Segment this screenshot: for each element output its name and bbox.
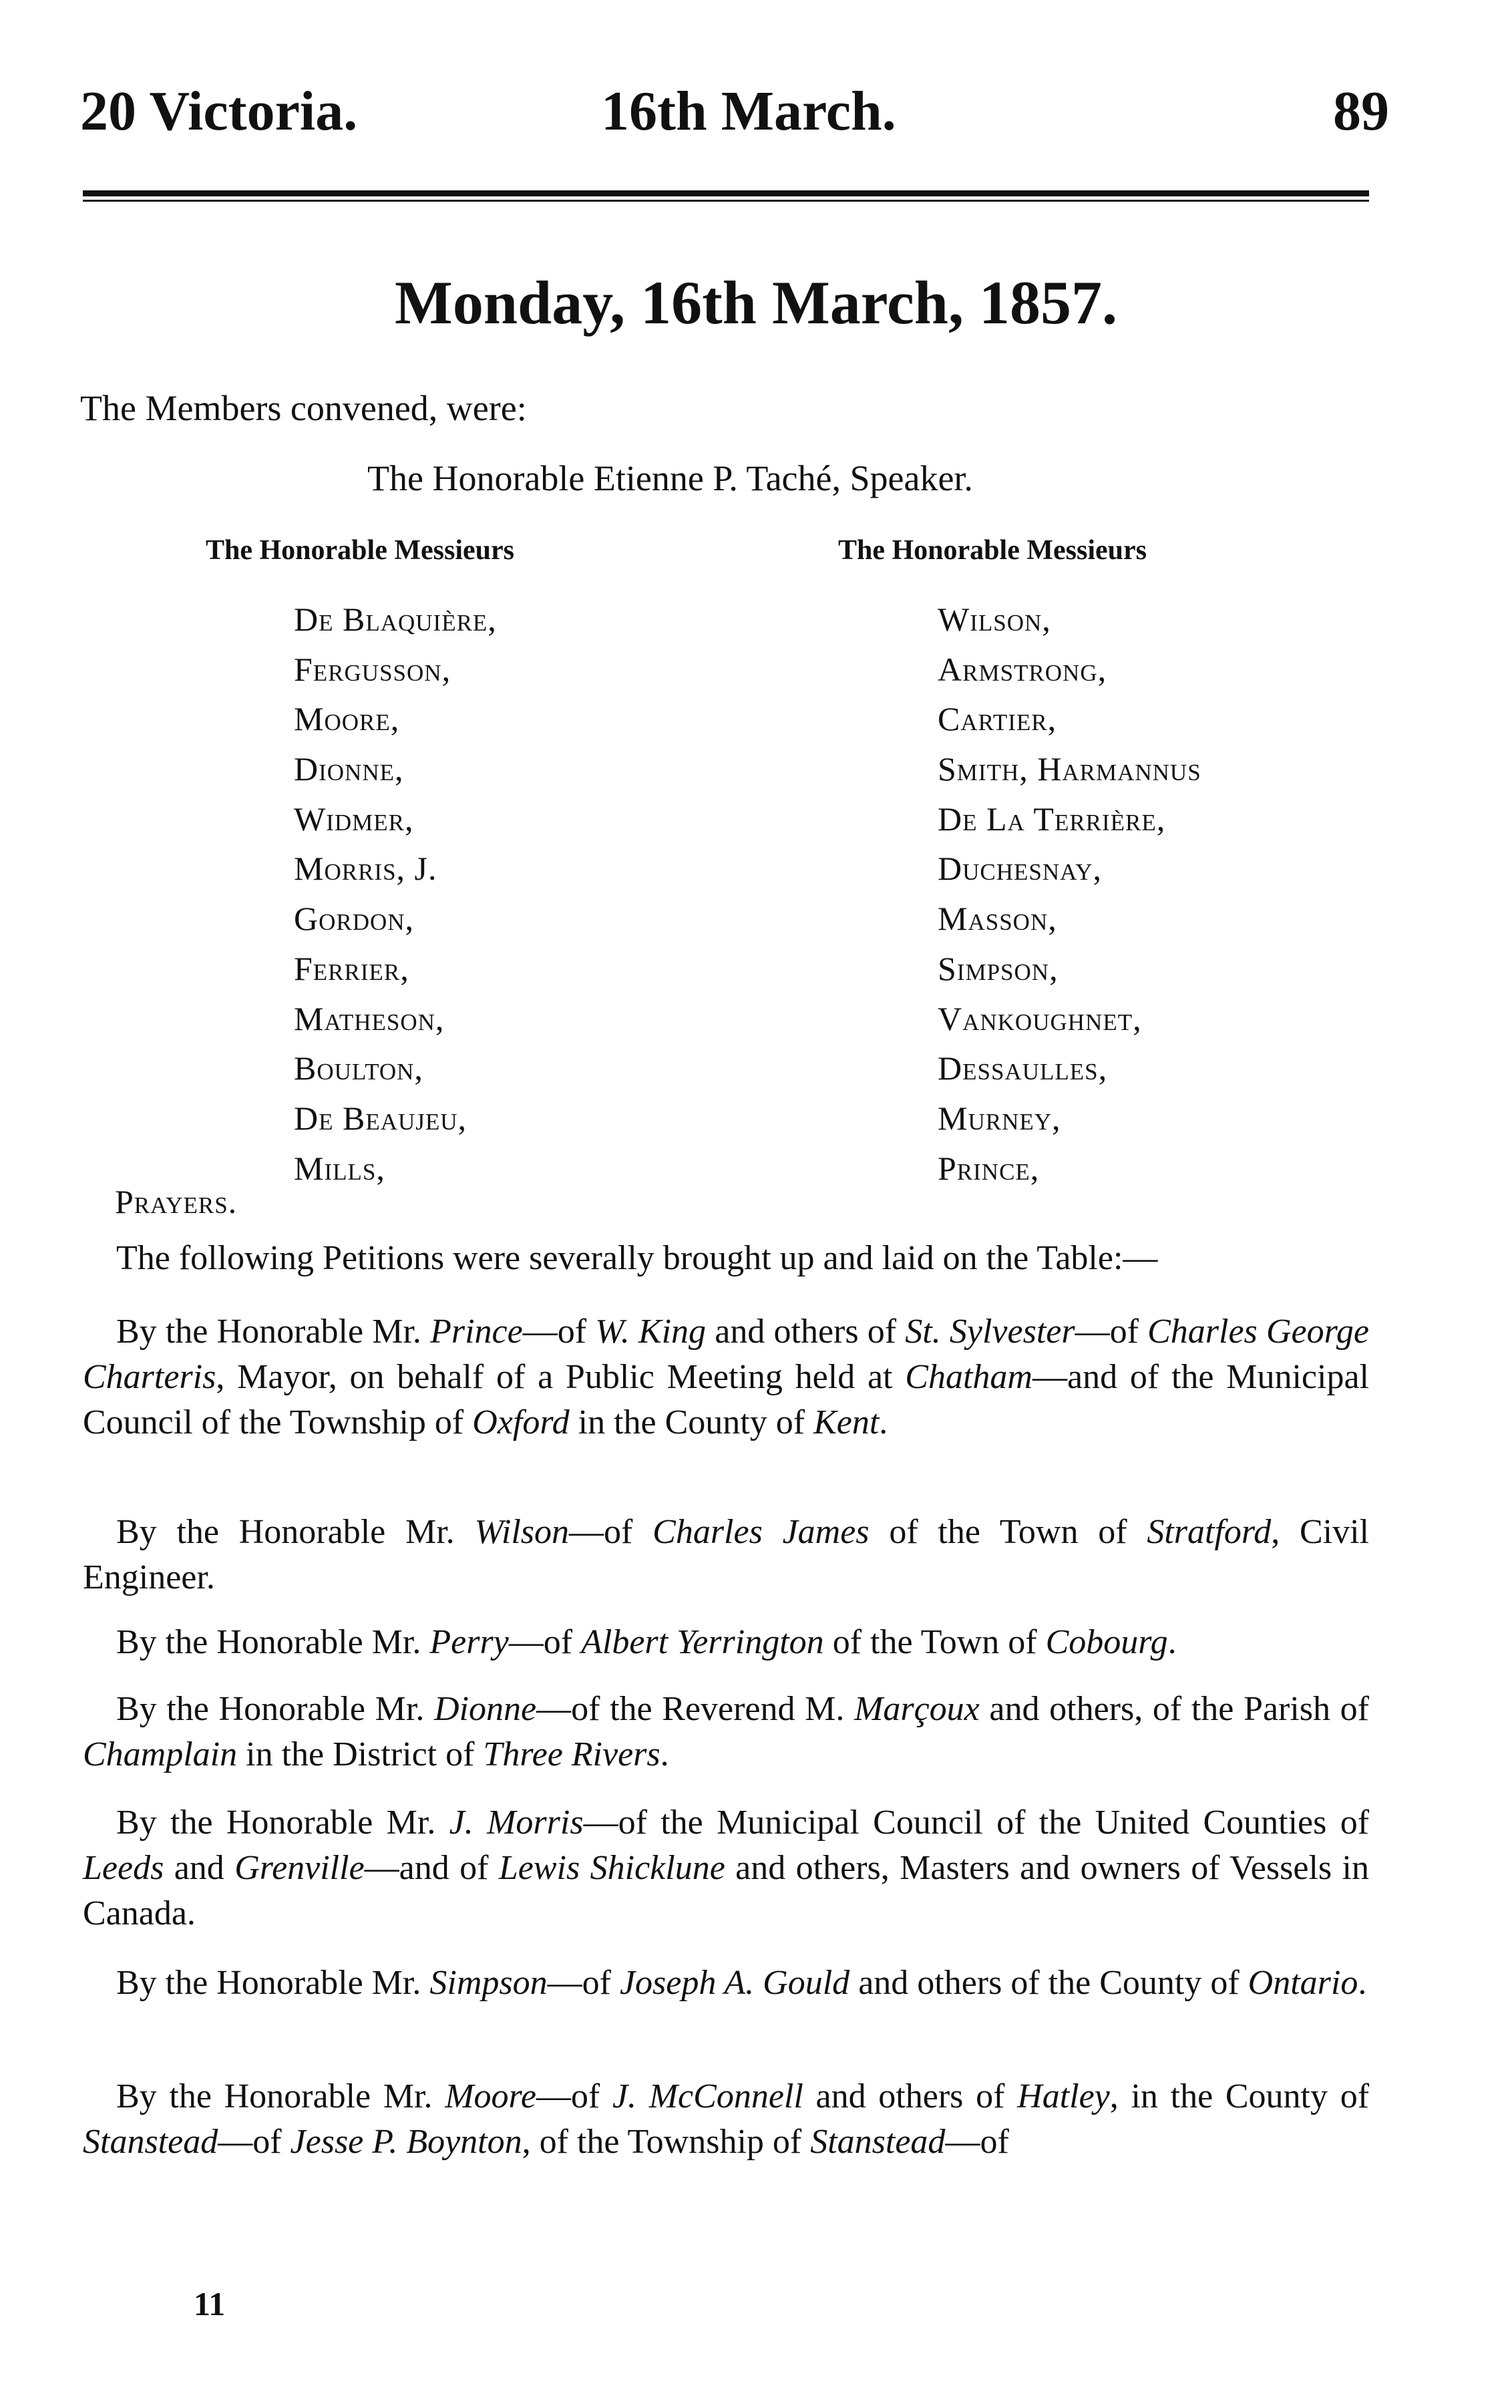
member-name: Murney, [938, 1099, 1061, 1137]
petitioner-name: Marçoux [854, 1690, 980, 1728]
petition-lead: By the Honorable Mr. [116, 1803, 449, 1842]
petition-text-run: , in the County of [1109, 2077, 1370, 2115]
petition-text-run: —and of [364, 1849, 499, 1887]
petition-text-run: . [660, 1735, 669, 1773]
petition-paragraph [83, 1687, 1369, 1777]
member-name: Cartier, [938, 700, 1057, 738]
petition-text-run: —of [1075, 1313, 1148, 1351]
petition-text [83, 1960, 1369, 2006]
place-name: Stratford [1147, 1513, 1272, 1551]
petitioner-name: Albert Yerrington [581, 1623, 824, 1661]
left-members-list [294, 594, 497, 1193]
member-name: Gordon, [294, 900, 415, 938]
petition-text-run: —of [508, 1623, 582, 1661]
petition-text-run: of the Town of [823, 1623, 1046, 1661]
petition-text-run: —of [569, 1513, 653, 1551]
petition-text-run: —of the Reverend M. [536, 1690, 855, 1728]
header-rule-thin [83, 200, 1369, 202]
place-name: Cobourg [1045, 1623, 1168, 1661]
petition-text-run: and others of the County of [849, 1964, 1248, 2002]
petition-text-run: . [1167, 1623, 1177, 1661]
petition-paragraph [83, 1620, 1369, 1665]
petition-text-run: —of [945, 2123, 1009, 2161]
petition-text-run: in the District of [237, 1735, 484, 1773]
page-title: Monday, 16th March, 1857. [395, 269, 1117, 337]
petition-member: Prince [430, 1313, 523, 1351]
place-name: Oxford [472, 1403, 570, 1441]
member-name: De Beaujeu, [294, 1099, 467, 1137]
place-name: Ontario [1248, 1964, 1358, 2002]
petition-text-run: —and of the Municipal Council of the Township of [83, 1358, 1369, 1441]
member-name: Vankoughnet, [938, 999, 1142, 1037]
member-name: Ferrier, [294, 949, 409, 987]
petition-text-run: of the Town of [869, 1513, 1147, 1551]
member-name: Smith, Harmannus [938, 750, 1201, 788]
petition-text-run: and others, Masters and owners of Vessels in Canada. [83, 1849, 1369, 1932]
prayers-heading: Prayers. [115, 1183, 238, 1220]
member-name: Widmer, [294, 800, 414, 838]
running-header [80, 79, 1389, 146]
petition-member: Moore [445, 2077, 536, 2115]
petitioner-name: W. King [595, 1313, 707, 1351]
petition-paragraph [83, 1960, 1369, 2006]
petition-text-run: , of the Township of [522, 2123, 811, 2161]
header-regnal-year: 20 Victoria. [80, 80, 358, 142]
petitioner-name: Charles James [652, 1513, 870, 1551]
petition-lead: By the Honorable Mr. [116, 1623, 430, 1661]
member-name: Prince, [938, 1149, 1040, 1187]
petitioner-name: Charles George Charteris [83, 1313, 1369, 1396]
petition-text-run: . [879, 1403, 888, 1441]
place-name: St. Sylvester [905, 1313, 1075, 1351]
place-name: Grenville [234, 1849, 365, 1887]
petition-text [83, 1620, 1369, 1665]
petition-text-run: and others, of the Parish of [979, 1690, 1369, 1728]
petition-text-run: —of [522, 1313, 596, 1351]
member-name: Wilson, [938, 600, 1051, 638]
place-name: Stanstead [83, 2123, 218, 2161]
petitioner-name: J. McConnell [612, 2077, 803, 2115]
petition-text-run: in the County of [569, 1403, 814, 1441]
petition-paragraph [83, 1800, 1369, 1936]
members-intro: The Members convened, were: [80, 388, 527, 428]
petitions-intro-text: The following Petitions were severally brought up and laid on the Table:— [116, 1239, 1158, 1277]
petition-text-run: —of the Municipal Council of the United Counties of [583, 1803, 1370, 1842]
signature-mark: 11 [194, 2285, 226, 2323]
petition-text-run: and [164, 1849, 235, 1887]
place-name: Chatham [905, 1358, 1032, 1396]
petition-text-run: , Civil Engineer. [83, 1513, 1369, 1596]
member-name: Armstrong, [938, 650, 1107, 688]
petition-member: Perry [429, 1623, 509, 1661]
petition-paragraph [83, 2074, 1369, 2165]
petition-text [83, 1800, 1369, 1936]
petition-text-run: —of [536, 2077, 612, 2115]
petition-lead: By the Honorable Mr. [116, 1964, 430, 2002]
petitioner-name: Lewis Shicklune [498, 1849, 725, 1887]
petition-text-run: and others of [706, 1313, 906, 1351]
petition-text [83, 1687, 1369, 1777]
petitions-intro [83, 1236, 1369, 1281]
petition-lead: By the Honorable Mr. [116, 2077, 445, 2115]
place-name: Three Rivers [483, 1735, 660, 1773]
petition-paragraph [83, 1309, 1369, 1445]
member-name: De La Terrière, [938, 800, 1166, 838]
member-name: Simpson, [938, 949, 1059, 987]
member-name: Masson, [938, 900, 1057, 938]
member-name: Dionne, [294, 750, 404, 788]
petition-member: Wilson [474, 1513, 570, 1551]
petition-member: Simpson [429, 1964, 548, 2002]
petitioner-name: Jesse P. Boynton [290, 2123, 522, 2161]
member-name: De Blaquière, [294, 600, 497, 638]
petition-text [83, 1510, 1369, 1600]
petition-lead: By the Honorable Mr. [116, 1313, 431, 1351]
petition-text-run: and others of [803, 2077, 1018, 2115]
member-name: Dessaulles, [938, 1049, 1108, 1087]
right-column-heading: The Honorable Messieurs [838, 535, 1147, 566]
member-name: Boulton, [294, 1049, 423, 1087]
petitioner-name: Joseph A. Gould [619, 1964, 850, 2002]
member-name: Mills, [294, 1149, 385, 1187]
header-rule-thick [83, 190, 1369, 196]
petition-text [83, 2074, 1369, 2165]
member-name: Moore, [294, 700, 400, 738]
petition-text-run: , Mayor, on behalf of a Public Meeting held at [216, 1358, 906, 1396]
speaker-line: The Honorable Etienne P. Taché, Speaker. [367, 458, 973, 498]
petition-member: Dionne [434, 1690, 537, 1728]
petition-lead: By the Honorable Mr. [116, 1690, 434, 1728]
left-column-heading: The Honorable Messieurs [206, 535, 514, 566]
petition-text-run: —of [547, 1964, 620, 2002]
place-name: Hatley [1017, 2077, 1110, 2115]
member-name: Fergusson, [294, 650, 451, 688]
header-date: 16th March. [601, 80, 896, 142]
member-name: Morris, J. [294, 850, 437, 888]
place-name: Champlain [83, 1735, 238, 1773]
petition-text-run: —of [218, 2123, 291, 2161]
petition-member: J. Morris [449, 1803, 584, 1842]
page-number: 89 [1333, 80, 1389, 142]
petition-lead: By the Honorable Mr. [116, 1513, 475, 1551]
petition-text [83, 1309, 1369, 1445]
petition-text-run: . [1358, 1964, 1367, 2002]
place-name: Kent [813, 1403, 880, 1441]
place-name: Leeds [83, 1849, 164, 1887]
member-name: Duchesnay, [938, 850, 1102, 888]
member-name: Matheson, [294, 999, 445, 1037]
petition-paragraph [83, 1510, 1369, 1600]
right-members-list [938, 594, 1201, 1193]
place-name: Stanstead [810, 2123, 946, 2161]
